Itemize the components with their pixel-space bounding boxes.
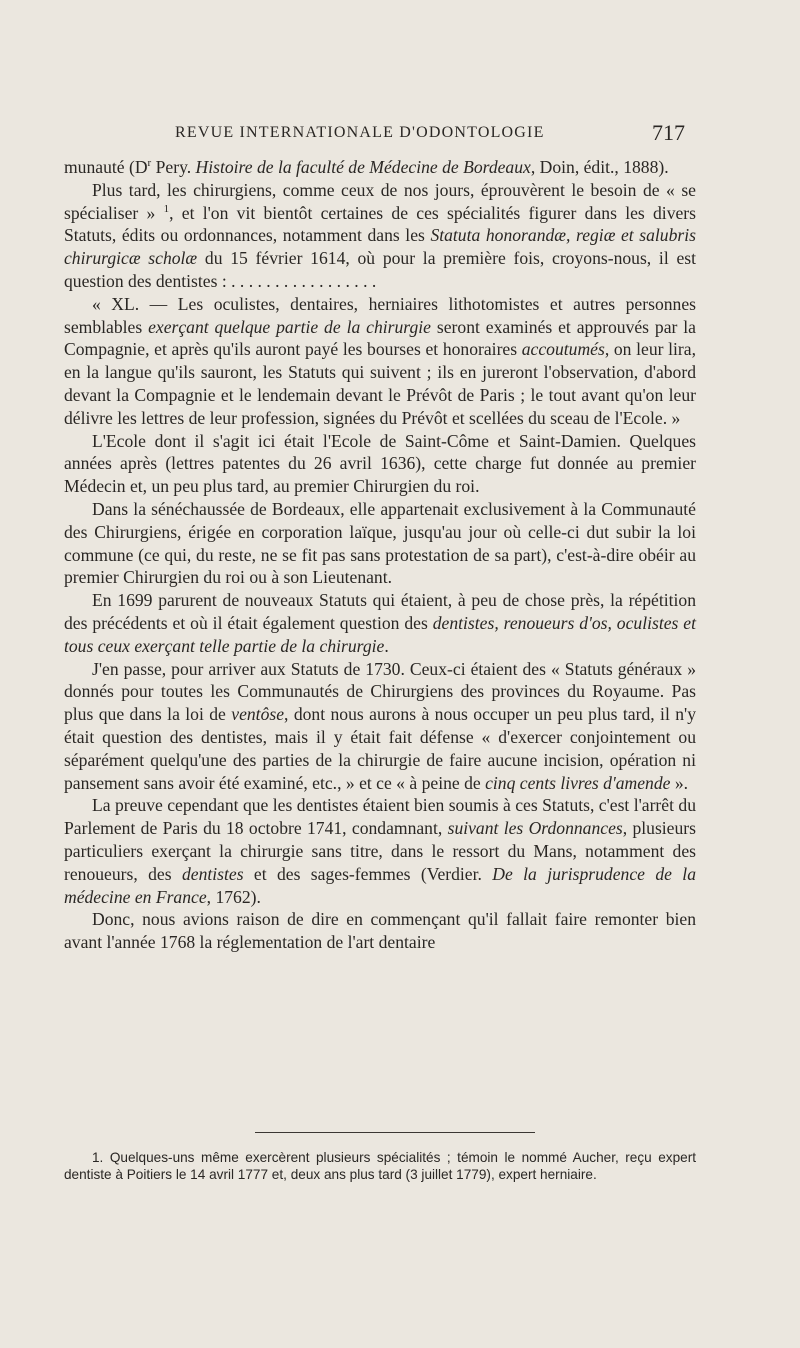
page-number: 717 (652, 120, 685, 145)
paragraph (64, 156, 696, 179)
paragraph (64, 498, 696, 589)
text-run: La preuve cependant que les dentistes étaient bien soumis à ces Statuts, c'est l'arrêt du Parlement de Paris du 18 octobre 1741, condamnant, (64, 795, 696, 839)
italic-text: exerçant quelque partie de la chirurgie (148, 316, 431, 337)
italic-text: suivant les Ordonnances (447, 818, 623, 839)
footnote-marker: r (147, 157, 152, 170)
text-run: ». (670, 772, 689, 793)
text-run: seront examinés et approuvés par la Compagnie, et après qu'ils auront payé les bourses et honoraires (64, 316, 696, 360)
text-run: J'en passe, pour arriver aux Statuts de 1730. Ceux-ci étaient des « Statuts généraux » donnés pour toutes les Communautés de Chirurgiens des provinces du Royaume. Pas plus que dans la loi de (64, 658, 696, 725)
running-header (145, 122, 685, 148)
text-run: Dans la sénéchaussée de Bordeaux, elle appartenait exclusivement à la Communauté des Chirurgiens, érigée en corporation laïque, jusqu'au jour où celle-ci dut subir la loi commune (ce qui, du reste, ne se fit pas sans protestation de sa part), c'est-à-dire obéir au premier Chirurgien du roi ou à son Lieutenant. (64, 498, 696, 588)
paragraph (64, 589, 696, 657)
text-run: , 1762). (206, 886, 261, 907)
paragraph (64, 430, 696, 498)
paragraph (64, 293, 696, 430)
text-run: « XL. — Les oculistes, dentaires, herniaires lithotomistes et autres personnes semblables (64, 293, 696, 337)
body-text (64, 156, 696, 954)
paragraph (64, 179, 696, 293)
paragraph (64, 908, 696, 954)
italic-text: De la jurisprudence de la médecine en France (64, 863, 696, 907)
text-run: , on leur lira, en la langue qu'ils sauront, les Statuts qui suivent ; ils en jureront l'observation, d'abord devant la Compagnie et le lendemain devant le Prévôt de Paris ; le tout avant qu'on leur délivre les lettres de leur profession, signées du Prévôt et scellées du sceau de l'Ecole. » (64, 339, 696, 428)
text-run: munauté (D (64, 157, 148, 177)
italic-text: dentistes, renoueurs d'os, oculistes et tous ceux exerçant telle partie de la chirurgie (64, 612, 696, 656)
text-run: En 1699 parurent de nouveaux Statuts qui étaient, à peu de chose près, la répétition des précédents et où il était également question des (64, 590, 696, 633)
paragraph (64, 794, 696, 908)
text-run: Donc, nous avions raison de dire en commençant qu'il fallait faire remonter bien avant l'année 1768 la réglementation de l'art dentaire (64, 909, 696, 953)
italic-text: cinq cents livres d'amende (485, 772, 671, 793)
footnote: 1. Quelques-uns même exercèrent plusieurs spécialités ; témoin le nommé Aucher, reçu expert dentiste à Poitiers le 14 avril 1777 et, deux ans plus tard (3 juillet 1779), expert herniaire. (64, 1150, 696, 1182)
running-title: REVUE INTERNATIONALE D'ODONTOLOGIE (175, 124, 545, 141)
text-run: . (384, 635, 389, 656)
text-run: L'Ecole dont il s'agit ici était l'Ecole de Saint-Côme et Saint-Damien. Quelques années après (lettres patentes du 26 avril 1636), cette charge fut donnée au premier Médecin et, un peu plus tard, au premier Chirurgien du roi. (64, 430, 696, 497)
footnote-divider (255, 1132, 535, 1133)
text-run: , Doin, édit., 1888). (530, 157, 669, 177)
text-run: et des sages-femmes (Verdier. (243, 863, 493, 884)
text-run: , dont nous aurons à nous occuper un peu plus tard, il n'y était question des dentistes, mais il y était fait défense « d'exercer conjointement ou séparément quelqu'une des parties de la chirurgie de faire aucune incision, opération ni pansement sans avoir été examiné, etc., » et ce « à peine de (64, 704, 696, 793)
text-run: du 15 février 1614, où pour la première fois, croyons-nous, il est question des dentistes : . . . . . . . . . . . . . . . . . (64, 248, 696, 291)
italic-text: dentistes (181, 863, 244, 884)
italic-text: Statuta honorandæ, regiæ et salubris chirurgicæ scholæ (64, 225, 696, 269)
text-run: Pery. (151, 157, 196, 177)
italic-text: ventôse (231, 704, 285, 725)
italic-text: Histoire de la faculté de Médecine de Bordeaux (195, 157, 531, 177)
text-run: , plusieurs particuliers exerçant la chirurgie sans titre, dans le ressort du Mans, notamment des renoueurs, des (64, 818, 696, 884)
footnote-marker: 1 (163, 202, 170, 215)
paragraph (64, 658, 696, 795)
italic-text: accoutumés (521, 339, 605, 360)
text-run: Plus tard, les chirurgiens, comme ceux de nos jours, éprouvèrent le besoin de « se spécialiser » (64, 179, 696, 223)
text-run: , et l'on vit bientôt certaines de ces spécialités figurer dans les divers Statuts, édits ou ordonnances, notamment dans les (64, 202, 696, 246)
